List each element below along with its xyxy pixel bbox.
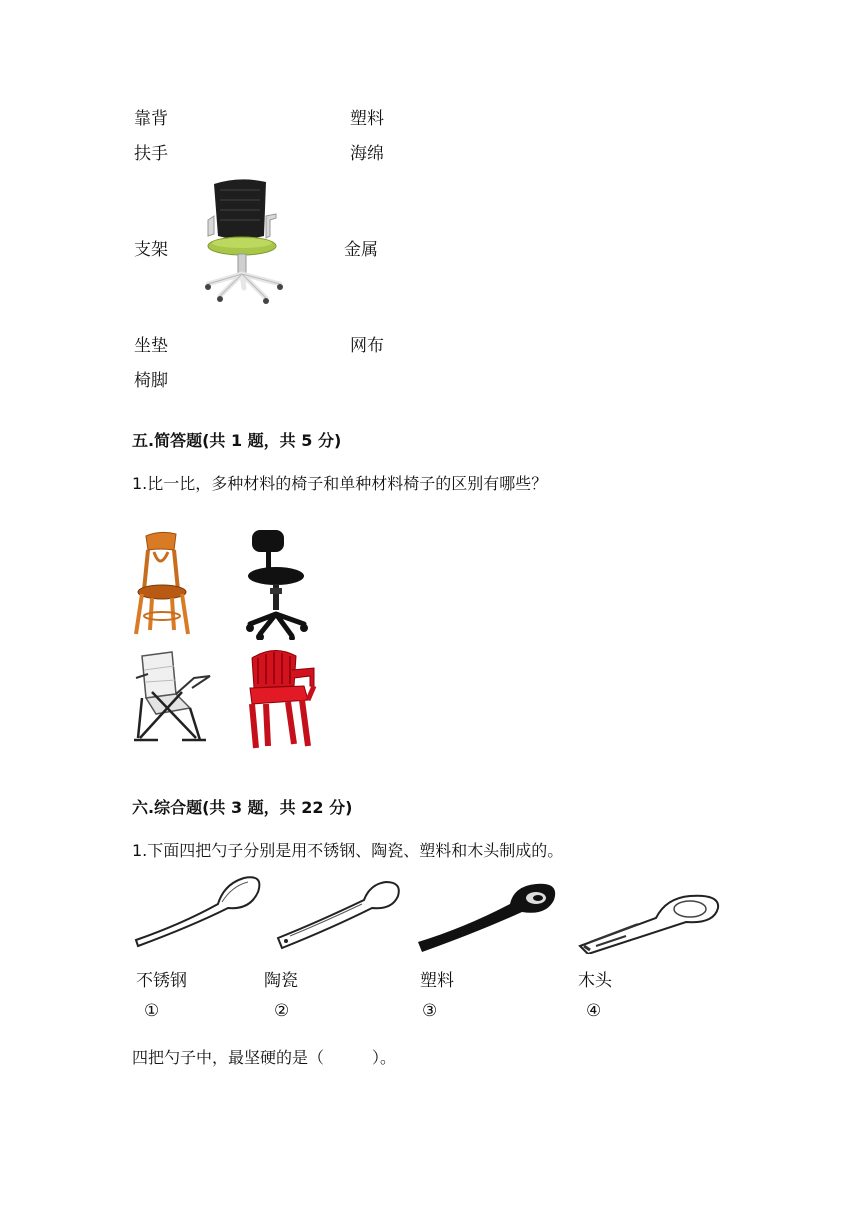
- black-office-chair-image: [246, 530, 308, 640]
- spoon-label-steel: 不锈钢: [136, 971, 187, 991]
- plastic-chair-image: [244, 646, 320, 750]
- plastic-spoon-image: [414, 880, 560, 954]
- part-backrest: 靠背: [134, 109, 168, 129]
- part-frame: 支架: [134, 240, 168, 260]
- section5-question: 1.比一比，多种材料的椅子和单种材料椅子的区别有哪些？: [132, 474, 548, 493]
- spoon-number-2: ②: [274, 1001, 290, 1021]
- spoon-number-1: ①: [144, 1001, 160, 1021]
- material-sponge: 海绵: [350, 144, 384, 164]
- steel-spoon-image: [132, 874, 262, 950]
- spoon-label-ceramic: 陶瓷: [264, 971, 298, 991]
- part-cushion: 坐垫: [134, 336, 168, 356]
- section6-sub-question: 四把勺子中，最坚硬的是（ ）。: [132, 1048, 397, 1067]
- part-legs: 椅脚: [134, 371, 168, 391]
- part-armrest: 扶手: [134, 144, 168, 164]
- office-chair-image: [200, 176, 292, 306]
- folding-chair-image: [132, 648, 218, 744]
- wooden-chair-image: [132, 530, 194, 638]
- wooden-spoon-image: [576, 890, 722, 954]
- spoon-label-plastic: 塑料: [420, 971, 454, 991]
- spoon-number-4: ④: [586, 1001, 602, 1021]
- material-mesh: 网布: [350, 336, 384, 356]
- material-metal: 金属: [344, 240, 378, 260]
- section5-heading: 五.简答题(共 1 题，共 5 分): [132, 431, 342, 450]
- ceramic-spoon-image: [274, 878, 402, 950]
- spoon-number-3: ③: [422, 1001, 438, 1021]
- section6-question: 1.下面四把勺子分别是用不锈钢、陶瓷、塑料和木头制成的。: [132, 841, 564, 860]
- material-plastic: 塑料: [350, 109, 384, 129]
- section6-heading: 六.综合题(共 3 题，共 22 分): [132, 798, 353, 817]
- spoon-label-wood: 木头: [578, 971, 612, 991]
